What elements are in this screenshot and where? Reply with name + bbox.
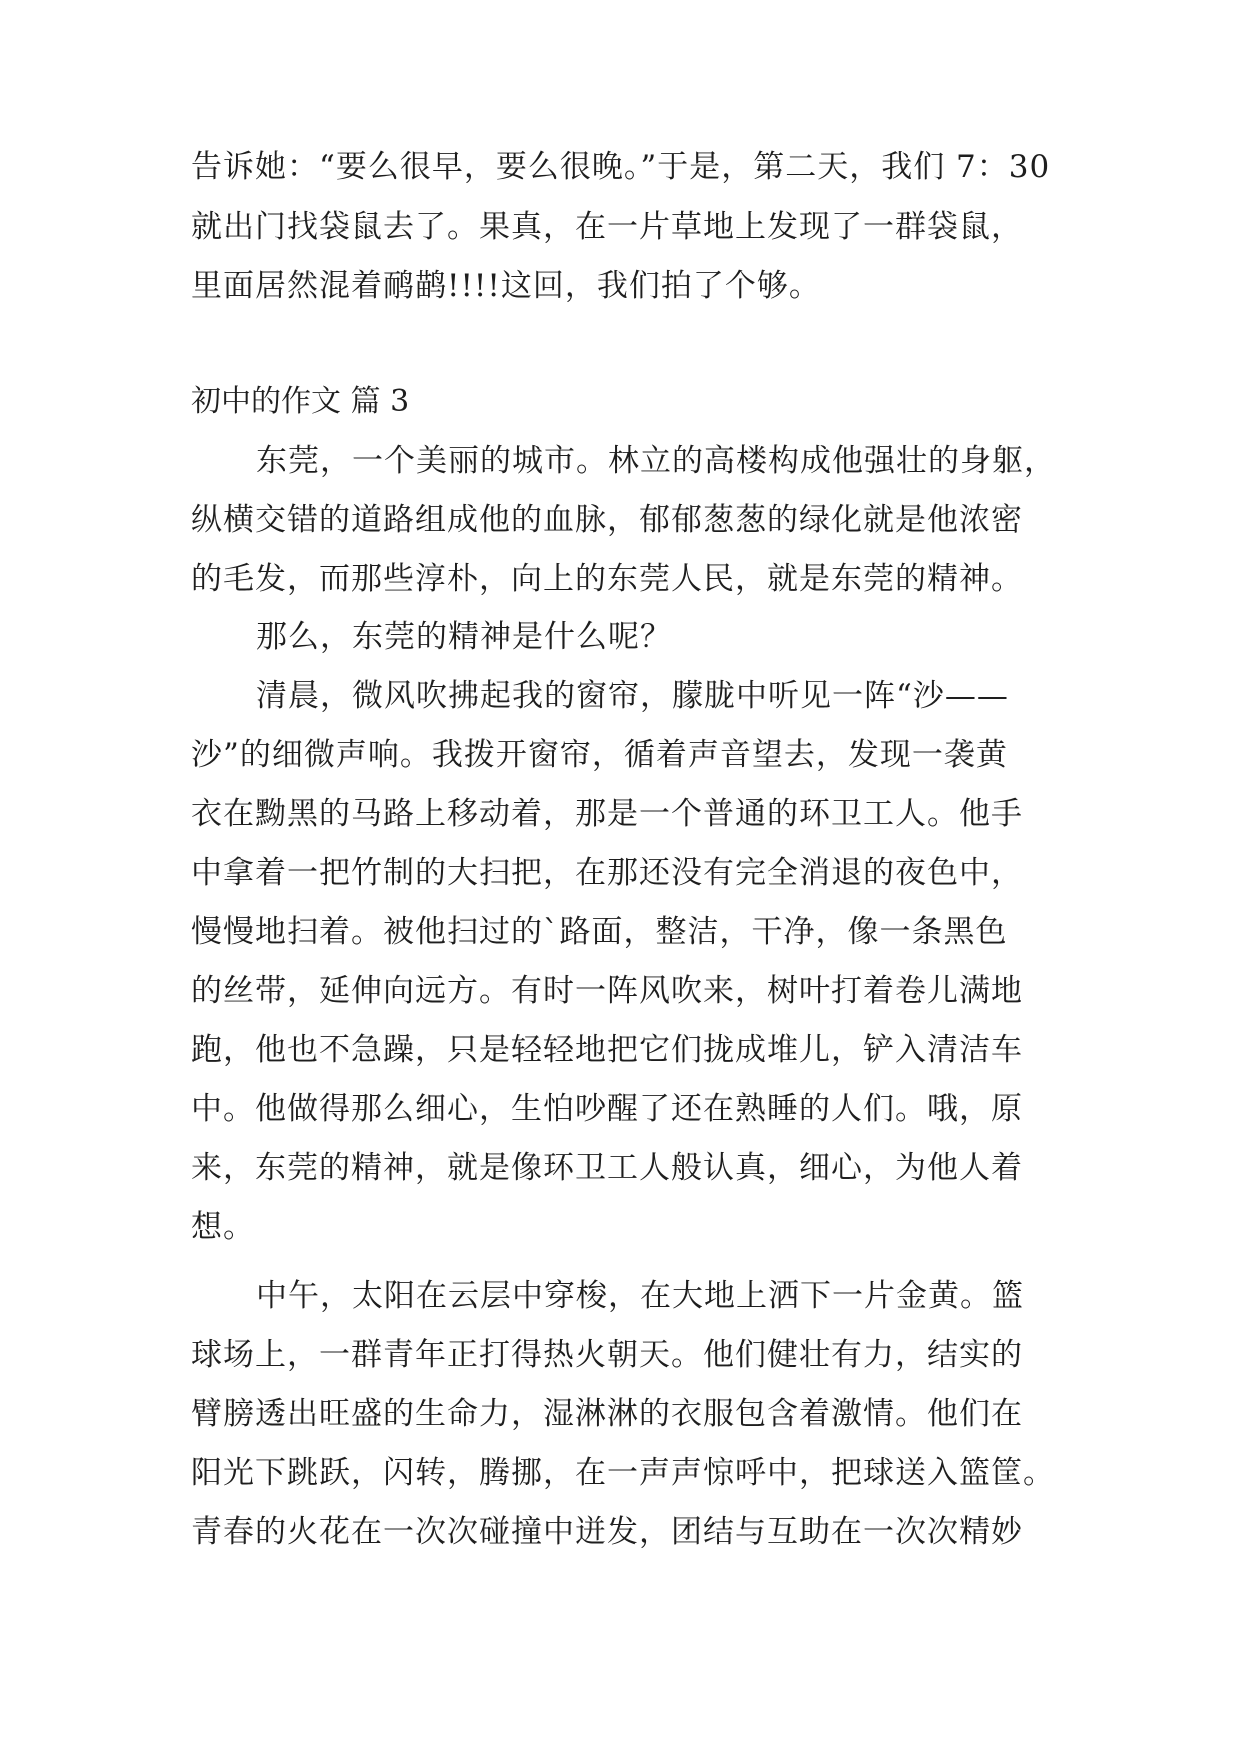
paragraph-1-line-1: 东莞，一个美丽的城市。林立的高楼构成他强壮的身躯， — [256, 443, 1056, 479]
section-title: 初中的作文 篇 3 — [191, 384, 410, 419]
paragraph-3-line-9: 来，东莞的精神，就是像环卫工人般认真，细心，为他人着 — [191, 1150, 1023, 1186]
paragraph-3-line-3: 衣在黝黑的马路上移动着，那是一个普通的环卫工人。他手 — [191, 796, 1023, 832]
intro-line-1: 告诉她：“要么很早，要么很晚。”于是，第二天，我们 7：30 — [191, 149, 1051, 185]
paragraph-3-line-8: 中。他做得那么细心，生怕吵醒了还在熟睡的人们。哦，原 — [191, 1091, 1023, 1127]
paragraph-1-line-2: 纵横交错的道路组成他的血脉，郁郁葱葱的绿化就是他浓密 — [191, 502, 1023, 538]
paragraph-3-line-2: 沙”的细微声响。我拨开窗帘，循着声音望去，发现一袭黄 — [191, 737, 1008, 773]
paragraph-3-line-1: 清晨，微风吹拂起我的窗帘，朦胧中听见一阵“沙—— — [256, 678, 1009, 714]
paragraph-4-line-2: 球场上，一群青年正打得热火朝天。他们健壮有力，结实的 — [191, 1337, 1023, 1373]
paragraph-3-line-7: 跑，他也不急躁，只是轻轻地把它们拢成堆儿，铲入清洁车 — [191, 1032, 1023, 1068]
paragraph-4-line-5: 青春的火花在一次次碰撞中迸发，团结与互助在一次次精妙 — [191, 1514, 1023, 1550]
intro-line-2: 就出门找袋鼠去了。果真，在一片草地上发现了一群袋鼠， — [191, 209, 1023, 245]
paragraph-4-line-4: 阳光下跳跃，闪转，腾挪，在一声声惊呼中，把球送入篮筐。 — [191, 1455, 1055, 1491]
paragraph-1-line-3: 的毛发，而那些淳朴，向上的东莞人民，就是东莞的精神。 — [191, 561, 1023, 597]
paragraph-3-line-10: 想。 — [191, 1209, 255, 1245]
paragraph-3-line-5: 慢慢地扫着。被他扫过的`路面，整洁，干净，像一条黑色 — [191, 914, 1008, 950]
paragraph-3-line-6: 的丝带，延伸向远方。有时一阵风吹来，树叶打着卷儿满地 — [191, 973, 1023, 1009]
paragraph-4-line-3: 臂膀透出旺盛的生命力，湿淋淋的衣服包含着激情。他们在 — [191, 1396, 1023, 1432]
intro-line-3: 里面居然混着鸸鹋!!!!这回，我们拍了个够。 — [191, 268, 821, 304]
paragraph-3-line-4: 中拿着一把竹制的大扫把，在那还没有完全消退的夜色中， — [191, 855, 1023, 891]
paragraph-4-line-1: 中午，太阳在云层中穿梭，在大地上洒下一片金黄。篮 — [256, 1278, 1024, 1314]
paragraph-2-line-1: 那么，东莞的精神是什么呢？ — [256, 619, 672, 655]
